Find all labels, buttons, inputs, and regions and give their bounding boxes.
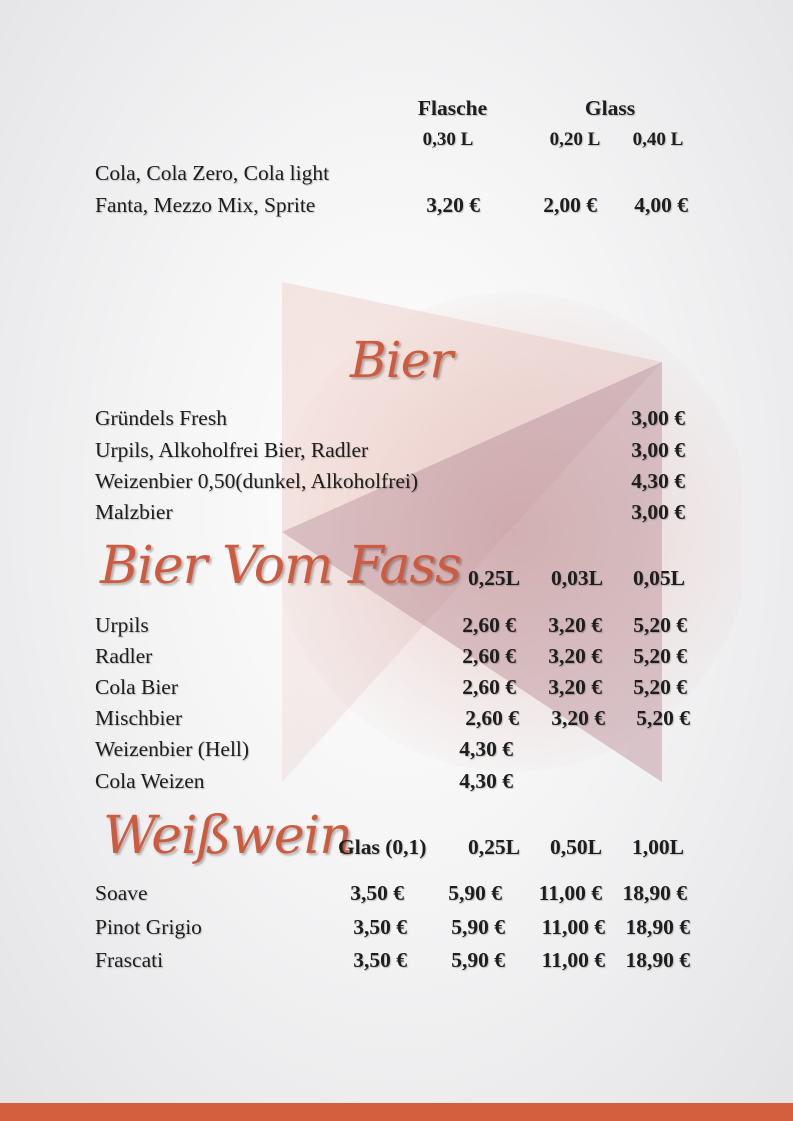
item-price-small: 2,60 €: [462, 613, 516, 637]
softdrink-line-1: Cola, Cola Zero, Cola light: [95, 161, 330, 185]
price-flasche: 3,20 €: [426, 193, 480, 217]
wein-size-glas: Glas (0,1): [338, 835, 427, 859]
item-price-small: 4,30 €: [459, 737, 513, 761]
item-price-100: 18,90 €: [622, 881, 687, 905]
item-price-large: 5,20 €: [633, 675, 687, 699]
footer-bar: [0, 1103, 793, 1121]
item-name: Radler: [95, 644, 153, 668]
item-name: Mischbier: [95, 706, 183, 730]
size-flasche: 0,30 L: [422, 129, 474, 150]
item-name: Cola Weizen: [95, 769, 205, 793]
item-name: Malzbier: [95, 500, 173, 524]
item-price: 4,30 €: [631, 469, 685, 493]
size-glass-small: 0,20 L: [549, 129, 601, 150]
item-price-100: 18,90 €: [625, 948, 690, 972]
size-glass-large: 0,40 L: [632, 129, 684, 150]
item-price-small: 2,60 €: [462, 675, 516, 699]
section-title-bier: Bier: [350, 331, 453, 389]
item-price-medium: 3,20 €: [548, 675, 602, 699]
item-price-large: 5,20 €: [636, 706, 690, 730]
price-glass-small: 2,00 €: [543, 193, 597, 217]
wein-size-100: 1,00L: [632, 835, 684, 859]
item-price-large: 5,20 €: [633, 644, 687, 668]
item-name: Frascati: [95, 948, 164, 972]
item-name: Gründels Fresh: [95, 406, 227, 430]
section-title-bier-vom-fass: Bier Vom Fass: [100, 536, 461, 596]
price-glass-large: 4,00 €: [634, 193, 688, 217]
item-price-medium: 3,20 €: [548, 613, 602, 637]
item-price-glas: 3,50 €: [353, 948, 407, 972]
item-price-medium: 3,20 €: [548, 644, 602, 668]
softdrink-line-2: Fanta, Mezzo Mix, Sprite: [95, 193, 316, 217]
item-price-050: 11,00 €: [541, 948, 605, 972]
item-price-large: 5,20 €: [633, 613, 687, 637]
item-price-small: 2,60 €: [462, 644, 516, 668]
fass-size-2: 0,03L: [551, 566, 603, 590]
item-price-glas: 3,50 €: [353, 915, 407, 939]
item-price-glas: 3,50 €: [350, 881, 404, 905]
item-name: Weizenbier (Hell): [95, 737, 250, 761]
col-header-glass: Glass: [584, 96, 636, 120]
item-name: Cola Bier: [95, 675, 178, 699]
item-price: 3,00 €: [631, 500, 685, 524]
section-title-weisswein: Weißwein: [103, 806, 352, 866]
item-price-100: 18,90 €: [625, 915, 690, 939]
item-name: Pinot Grigio: [95, 915, 202, 939]
item-price-050: 11,00 €: [538, 881, 602, 905]
wein-size-050: 0,50L: [550, 835, 602, 859]
col-header-flasche: Flasche: [417, 96, 488, 120]
item-price-050: 11,00 €: [541, 915, 605, 939]
item-price-small: 2,60 €: [465, 706, 519, 730]
item-price: 3,00 €: [631, 406, 685, 430]
item-name: Urpils, Alkoholfrei Bier, Radler: [95, 438, 369, 462]
item-price-025: 5,90 €: [448, 881, 502, 905]
fass-size-1: 0,25L: [468, 566, 520, 590]
item-price-small: 4,30 €: [459, 769, 513, 793]
item-price: 3,00 €: [631, 438, 685, 462]
item-name: Soave: [95, 881, 148, 905]
item-name: Urpils: [95, 613, 149, 637]
item-price-025: 5,90 €: [451, 948, 505, 972]
fass-size-3: 0,05L: [633, 566, 685, 590]
wein-size-025: 0,25L: [468, 835, 520, 859]
item-name: Weizenbier 0,50(dunkel, Alkoholfrei): [95, 469, 419, 493]
item-price-025: 5,90 €: [451, 915, 505, 939]
item-price-medium: 3,20 €: [551, 706, 605, 730]
